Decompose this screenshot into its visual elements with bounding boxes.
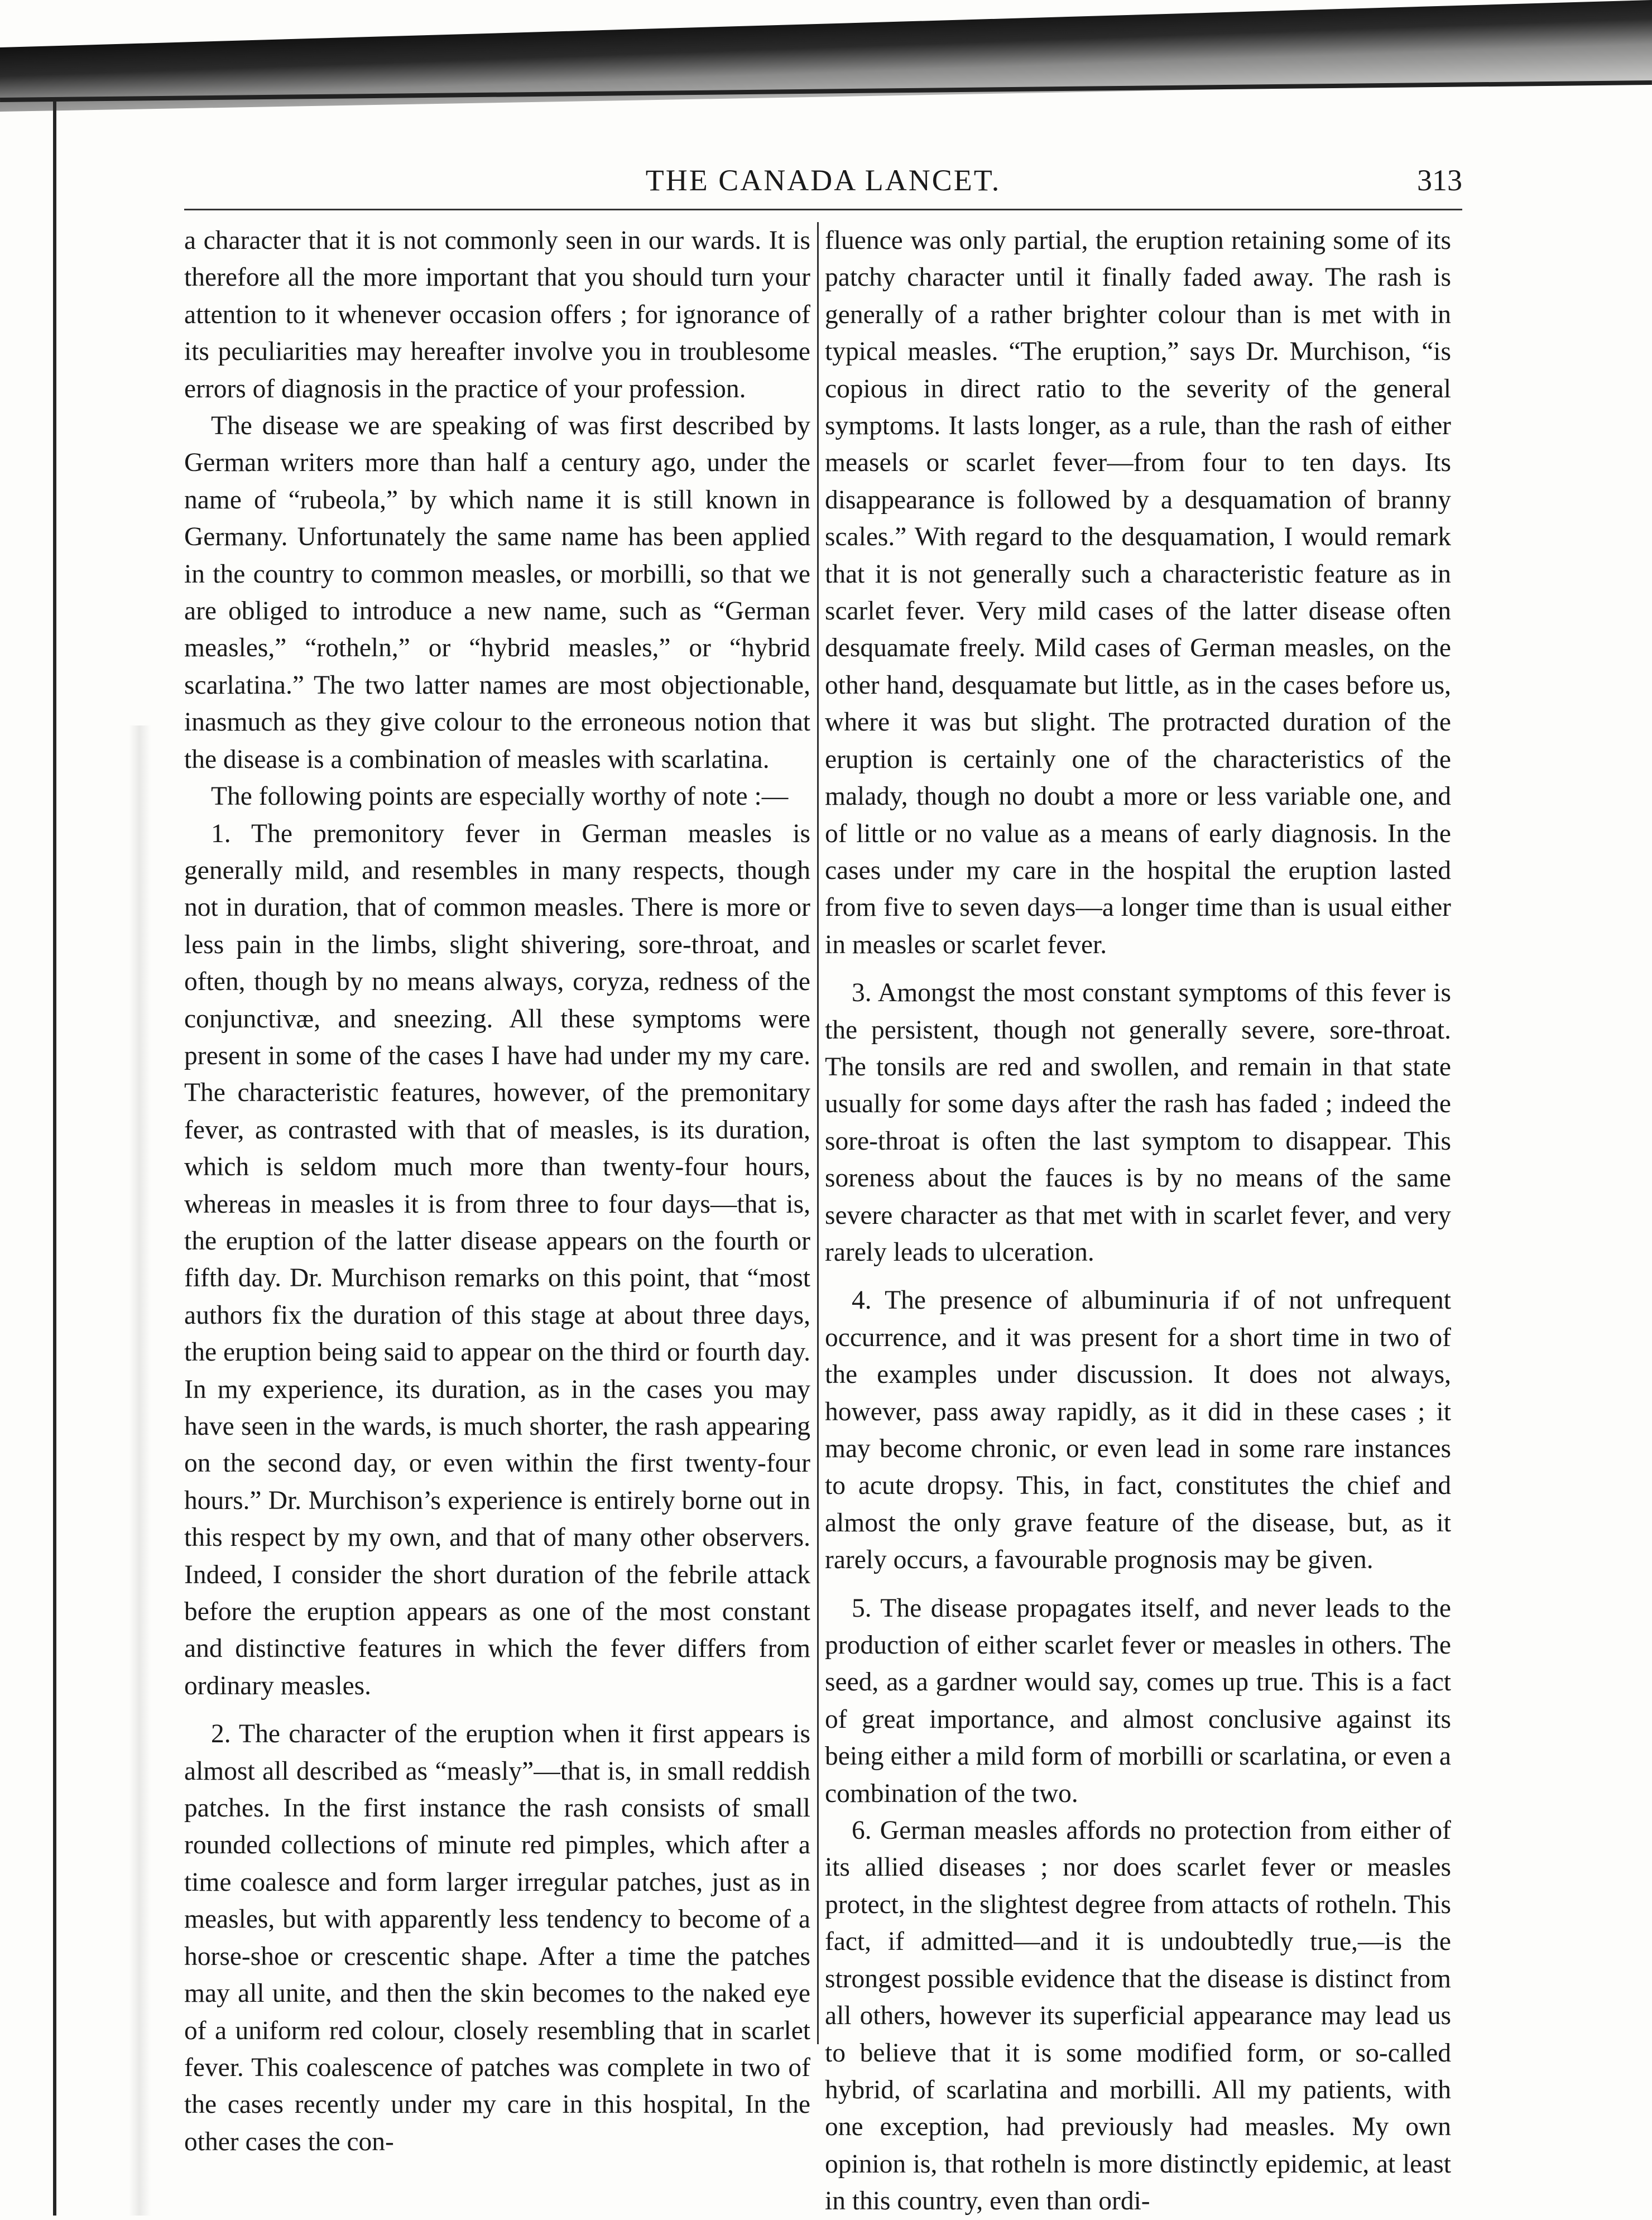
paragraph: The disease we are speaking of was first described by German writers more than half a century ago, under the name of “rubeola,” by which name it is still known in Germany. Unfortunately the same name has been applied in the country to common measles, or morbilli, so that we are obliged to introduce a new name, such as “German measles,” “rotheln,” or “hybrid measles,” or “hybrid scarlatina.” The two latter names are most objectionable, inasmuch as they give colour to the erroneous notion that the disease is a combination of measles with scarlatina. <box>184 411 810 774</box>
column-divider <box>817 222 819 2044</box>
paragraph: 2. The character of the eruption when it first appears is almost all described as “measly”—that is, in small reddish patches. In the first instance the rash consists of small rounded collections of minute red pimples, which after a time coalesce and form larger irregular patches, just as in measles, but with apparently less tendency to become of a horse-shoe or crescentic shape. After a time the patches may all unite, and then the skin becomes to the naked eye of a uniform red colour, closely resembling that in scarlet fever. This coalescence of patches was complete in two of the cases recently under my care in this hospital, In the other cases the con- <box>184 1719 810 2156</box>
paragraph: a character that it is not commonly seen in our wards. It is therefore all the more important that you should turn your attention to it whenever occasion offers ; for ignorance of its peculiarities may hereafter involve you in troublesome errors of diagnosis in the practice of your profession. <box>184 226 810 403</box>
page-binding-edge <box>53 100 56 2216</box>
left-column <box>184 222 810 2160</box>
running-title: THE CANADA LANCET. <box>645 164 1001 197</box>
paragraph: 6. German measles affords no protection from either of its allied diseases ; nor does scarlet fever or measles protect, in the slightest degree from attacts of rotheln. This fact, if admitted—and it is undoubtedly true,—is the strongest possible evidence that the disease is distinct from all others, however its superficial appearance may lead us to believe that it is some modified form, or so-called hybrid, of scarlatina and morbilli. All my patients, with one exception, had previously had measles. My own opinion is, that rotheln is more distinctly epidemic, at least in this country, even than ordi- <box>825 1816 1451 2216</box>
right-column <box>825 222 1451 2220</box>
paragraph: 4. The presence of albuminuria if of not unfrequent occurrence, and it was present for a short time in two of the examples under discussion. It does not always, however, pass away rapidly, as it did in these cases ; it may become chronic, or even lead in some rare instances to acute dropsy. This, in fact, constitutes the chief and almost the only grave feature of the disease, but, as it rarely occurs, a favourable prognosis may be given. <box>825 1286 1451 1575</box>
paragraph: 3. Amongst the most constant symptoms of this fever is the persistent, though not generally severe, sore-throat. The tonsils are red and swollen, and remain in that state usually for some days after the rash has faded ; indeed the sore-throat is often the last symptom to disappear. This soreness about the fauces is by no means of the same severe character as that met with in scarlet fever, and very rarely leads to ulceration. <box>825 978 1451 1267</box>
page-header <box>184 161 1462 200</box>
paragraph: 1. The premonitory fever in German measles is generally mild, and resembles in many respects, though not in duration, that of common measles. There is more or less pain in the limbs, slight shivering, sore-throat, and often, though by no means always, coryza, redness of the conjunctivæ, and sneezing. All these symptoms were present in some of the cases I have had under my my care. The characteristic features, however, of the premonitary fever, as contrasted with that of measles, is its duration, which is seldom much more than twenty-four hours, whereas in measles it is from three to four days—that is, the eruption of the latter disease appears on the fourth or fifth day. Dr. Murchison remarks on this point, that “most authors fix the duration of this stage at about three days, the eruption being said to appear on the third or fourth day. In my experience, its duration, as in the cases you may have seen in the wards, is much shorter, the rash appearing on the second day, or even within the first twenty-four hours.” Dr. Murchison’s experience is entirely borne out in this respect by my own, and that of many other observers. Indeed, I consider the short duration of the febrile attack before the eruption appears as one of the most constant and distinctive features in which the fever differs from ordinary measles. <box>184 819 810 1700</box>
page-number: 313 <box>1417 164 1462 197</box>
paragraph: The following points are especially worthy of note :— <box>211 782 789 811</box>
page-gutter-shadow <box>128 725 151 2216</box>
paragraph: 5. The disease propagates itself, and never leads to the production of either scarlet fever or measles in others. The seed, as a gardner would say, comes up true. This is a fact of great importance, and almost conclusive against its being either a mild form of morbilli or scarlatina, or even a combination of the two. <box>825 1593 1451 1808</box>
header-rule <box>184 209 1462 210</box>
paragraph: fluence was only partial, the eruption retaining some of its patchy character until it finally faded away. The rash is generally of a rather brighter colour than is met with in typical measles. “The eruption,” says Dr. Murchison, “is copious in direct ratio to the severity of the general symptoms. It lasts longer, as a rule, than the rash of either measels or scarlet fever—from four to ten days. Its disappearance is followed by a desquamation of branny scales.” With regard to the desquamation, I would remark that it is not generally such a characteristic feature as in scarlet fever. Very mild cases of the latter disease often desquamate freely. Mild cases of German measles, on the other hand, desquamate but little, as in the cases before us, where it was but slight. The protracted duration of the eruption is certainly one of the characteristics of the malady, though no doubt a more or less variable one, and of little or no value as a means of early diagnosis. In the cases under my care in the hospital the eruption lasted from five to seven days—a longer time than is usual either in measles or scarlet fever. <box>825 226 1451 959</box>
